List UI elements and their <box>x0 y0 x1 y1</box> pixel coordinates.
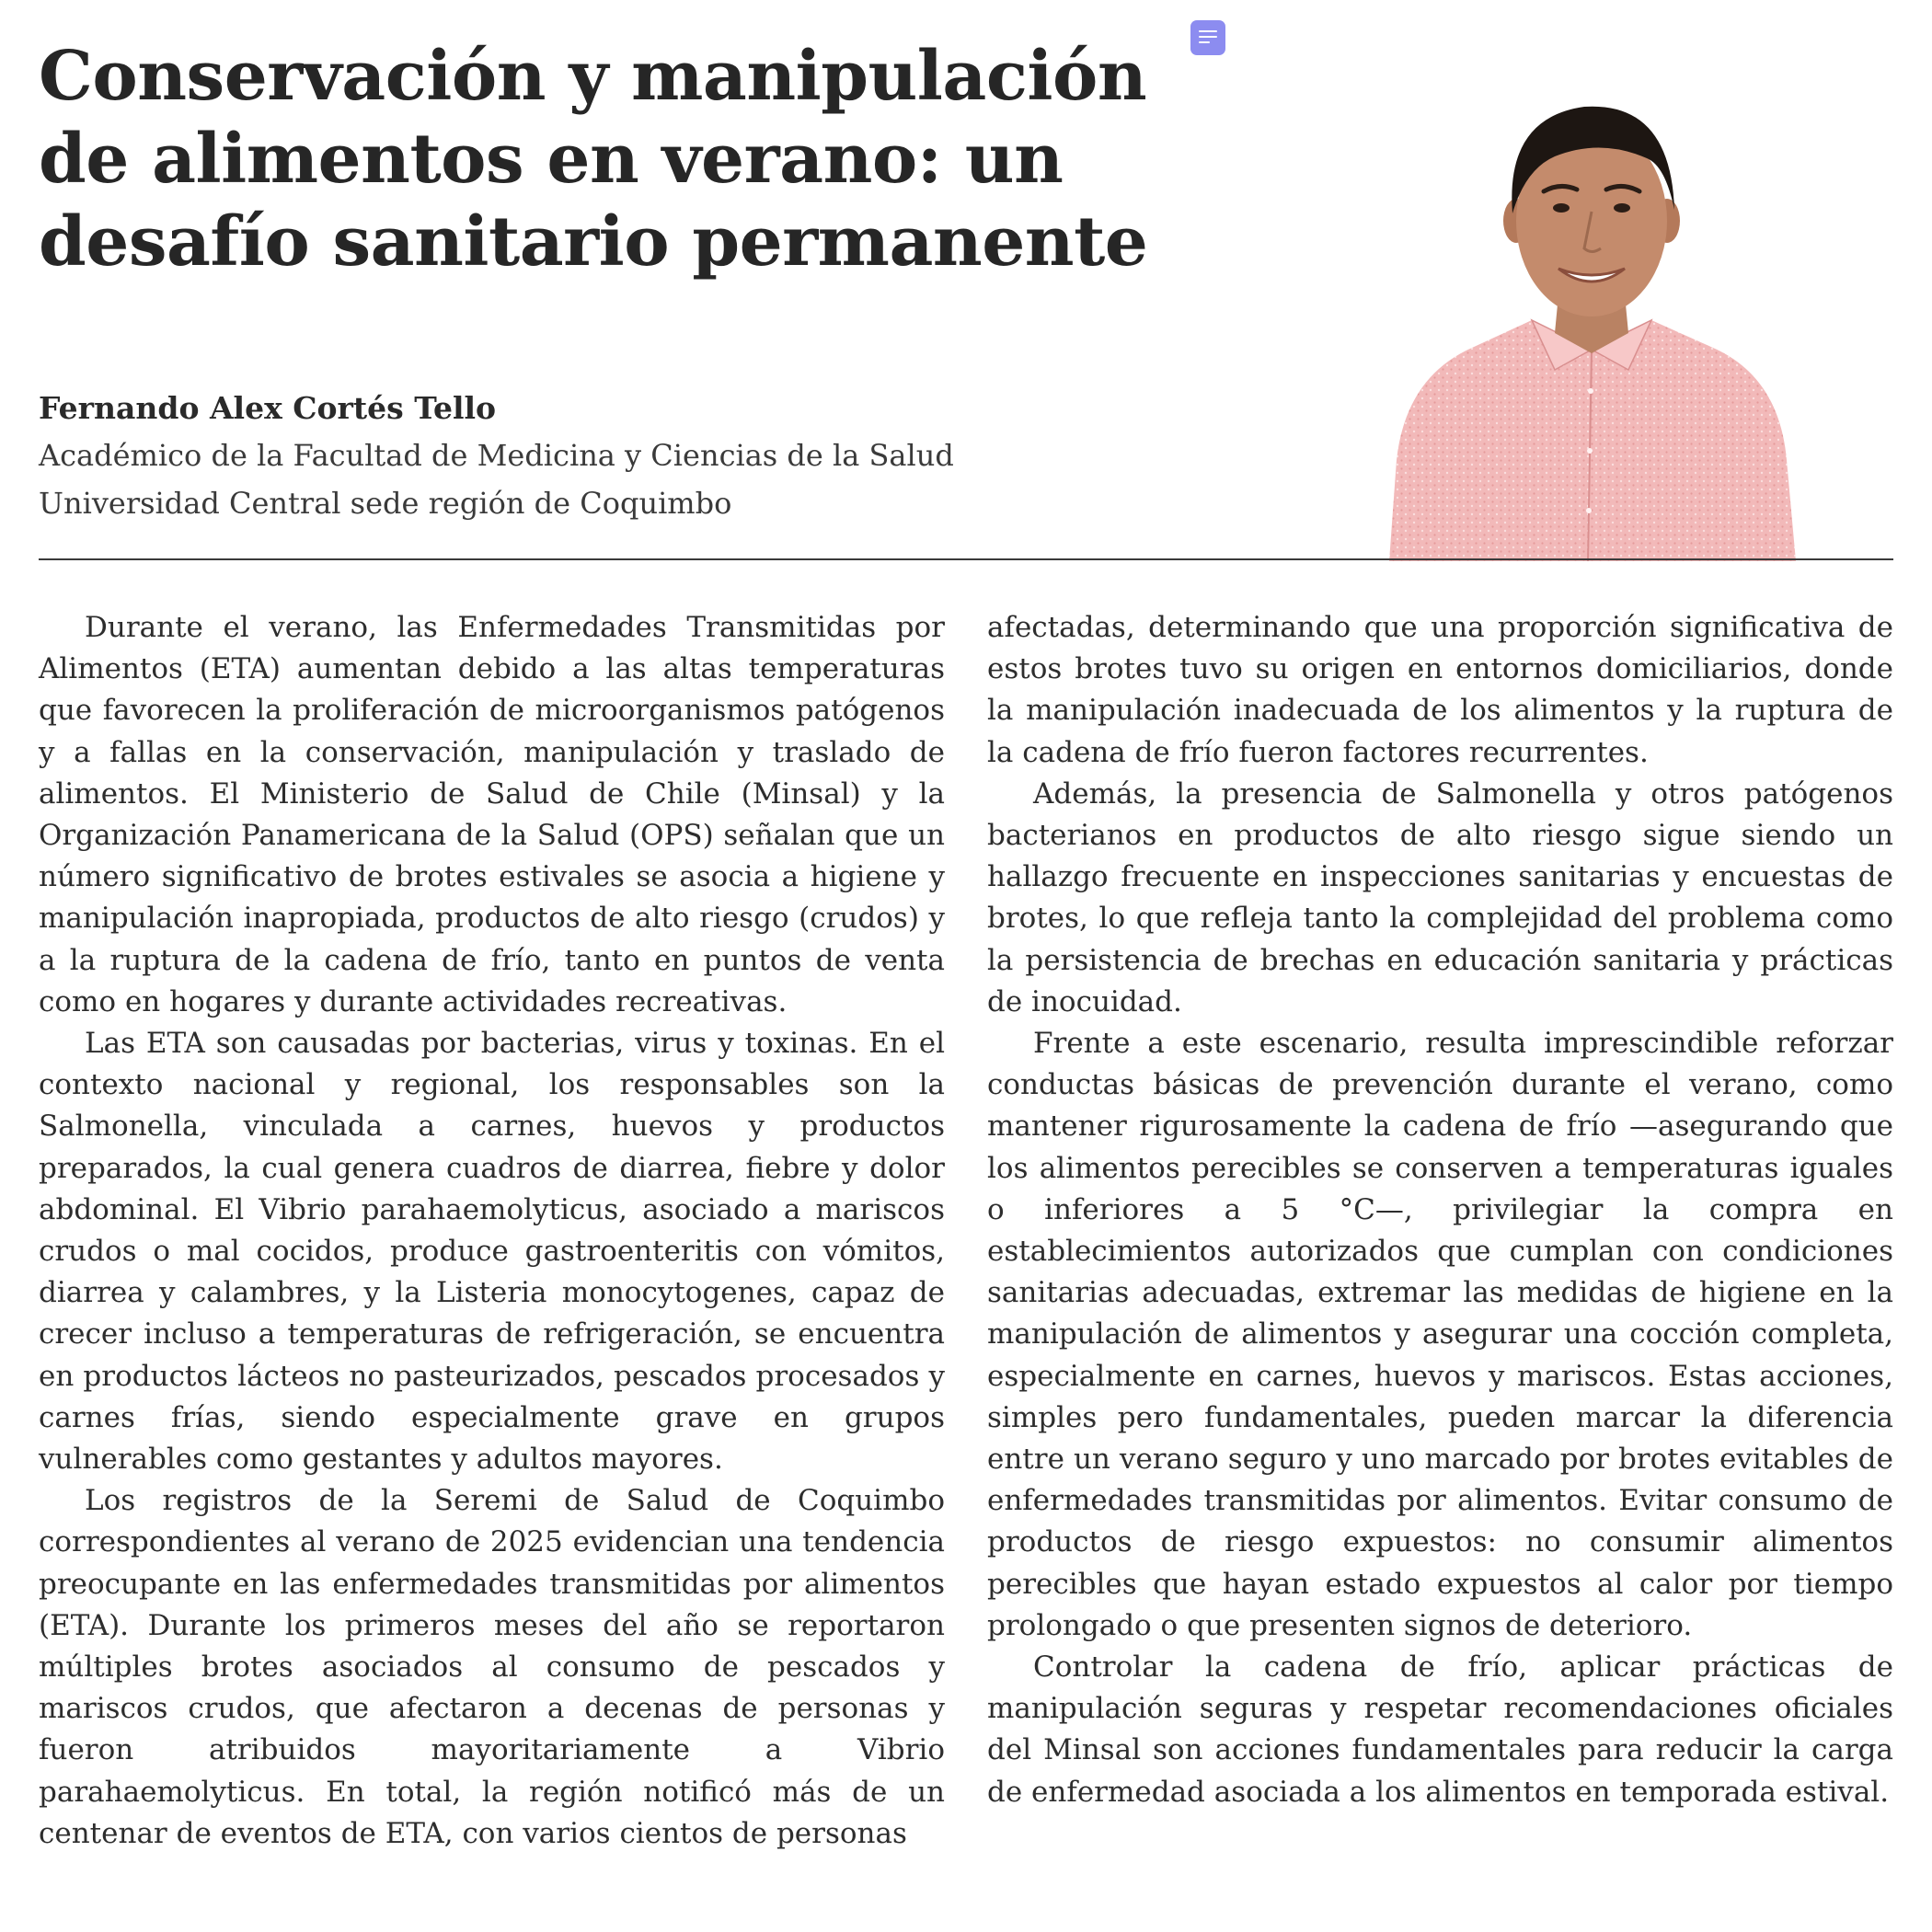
author-university: Universidad Central sede región de Coquimbo <box>39 486 732 521</box>
note-icon[interactable] <box>1190 20 1225 55</box>
paragraph: Los registros de la Seremi de Salud de Coquimbo correspondientes al verano de 2025 evidencian una tendencia preocupante en las enfermedades transmitidas por alimentos (ETA). Durante los primeros meses del año se reportaron múltiples brotes asociados al consumo de pescados y mariscos crudos, que afectaron a decenas de personas y fueron atribuidos mayoritariamente a Vibrio parahaemolyticus. En total, la región notificó más de un centenar de eventos de ETA, con varios cientos de personas <box>39 1484 945 1850</box>
paragraph: Las ETA son causadas por bacterias, virus y toxinas. En el contexto nacional y regional, los responsables son la Salmonella, vinculada a carnes, huevos y productos preparados, la cual genera cuadros de diarrea, fiebre y dolor abdominal. El Vibrio parahaemolyticus, asociado a mariscos crudos o mal cocidos, produce gastroenteritis con vómitos, diarrea y calambres, y la Listeria monocytogenes, capaz de crecer incluso a temperaturas de refrigeración, se encuentra en productos lácteos no pasteurizados, pescados procesados y carnes frías, siendo especialmente grave en grupos vulnerables como gestantes y adultos mayores. <box>39 1027 945 1477</box>
paragraph: Controlar la cadena de frío, aplicar prácticas de manipulación seguras y respetar recomendaciones oficiales del Minsal son acciones fundamentales para reducir la carga de enfermedad asociada a los alimentos en temporada estival. <box>987 1650 1893 1809</box>
author-name: Fernando Alex Cortés Tello <box>39 390 497 426</box>
paragraph-continuation: afectadas, determinando que una proporción significativa de estos brotes tuvo su origen en entornos domiciliarios, donde la manipulación inadecuada de los alimentos y la ruptura de la cadena de frío fueron factores recurrentes. <box>987 611 1893 769</box>
author-portrait <box>1371 74 1812 561</box>
article-column-left <box>39 607 945 1855</box>
paragraph: Además, la presencia de Salmonella y otros patógenos bacterianos en productos de alto riesgo sigue siendo un hallazgo frecuente en inspecciones sanitarias y encuestas de brotes, lo que refleja tanto la complejidad del problema como la persistencia de brechas en educación sanitaria y prácticas de inocuidad. <box>987 776 1893 1018</box>
paragraph: Durante el verano, las Enfermedades Transmitidas por Alimentos (ETA) aumentan debido a las altas temperaturas que favorecen la proliferación de microorganismos patógenos y a fallas en la conservación, manipulación y traslado de alimentos. El Ministerio de Salud de Chile (Minsal) y la Organización Panamericana de la Salud (OPS) señalan que un número significativo de brotes estivales se asocia a higiene y manipulación inapropiada, productos de alto riesgo (crudos) y a la ruptura de la cadena de frío, tanto en puntos de venta como en hogares y durante actividades recreativas. <box>39 611 945 1018</box>
header-divider <box>39 558 1893 560</box>
article-column-right <box>987 607 1893 1813</box>
author-affiliation: Académico de la Facultad de Medicina y Ciencias de la Salud <box>39 438 954 473</box>
paragraph: Frente a este escenario, resulta imprescindible reforzar conductas básicas de prevención durante el verano, como mantener rigurosamente la cadena de frío —asegurando que los alimentos perecibles se conserven a temperaturas iguales o inferiores a 5 °C—, privilegiar la compra en establecimientos autorizados que cumplan con condiciones sanitarias adecuadas, extremar las medidas de higiene en la manipulación de alimentos y asegurar una cocción completa, especialmente en carnes, huevos y mariscos. Estas acciones, simples pero fundamentales, pueden marcar la diferencia entre un verano seguro y uno marcado por brotes evitables de enfermedades transmitidas por alimentos. Evitar consumo de productos de riesgo expuestos: no consumir alimentos perecibles que hayan estado expuestos al calor por tiempo prolongado o que presenten signos de deterioro. <box>987 1027 1893 1642</box>
article-title: Conservación y manipulación de alimentos en verano: un desafío sanitario permanente <box>39 37 1148 282</box>
